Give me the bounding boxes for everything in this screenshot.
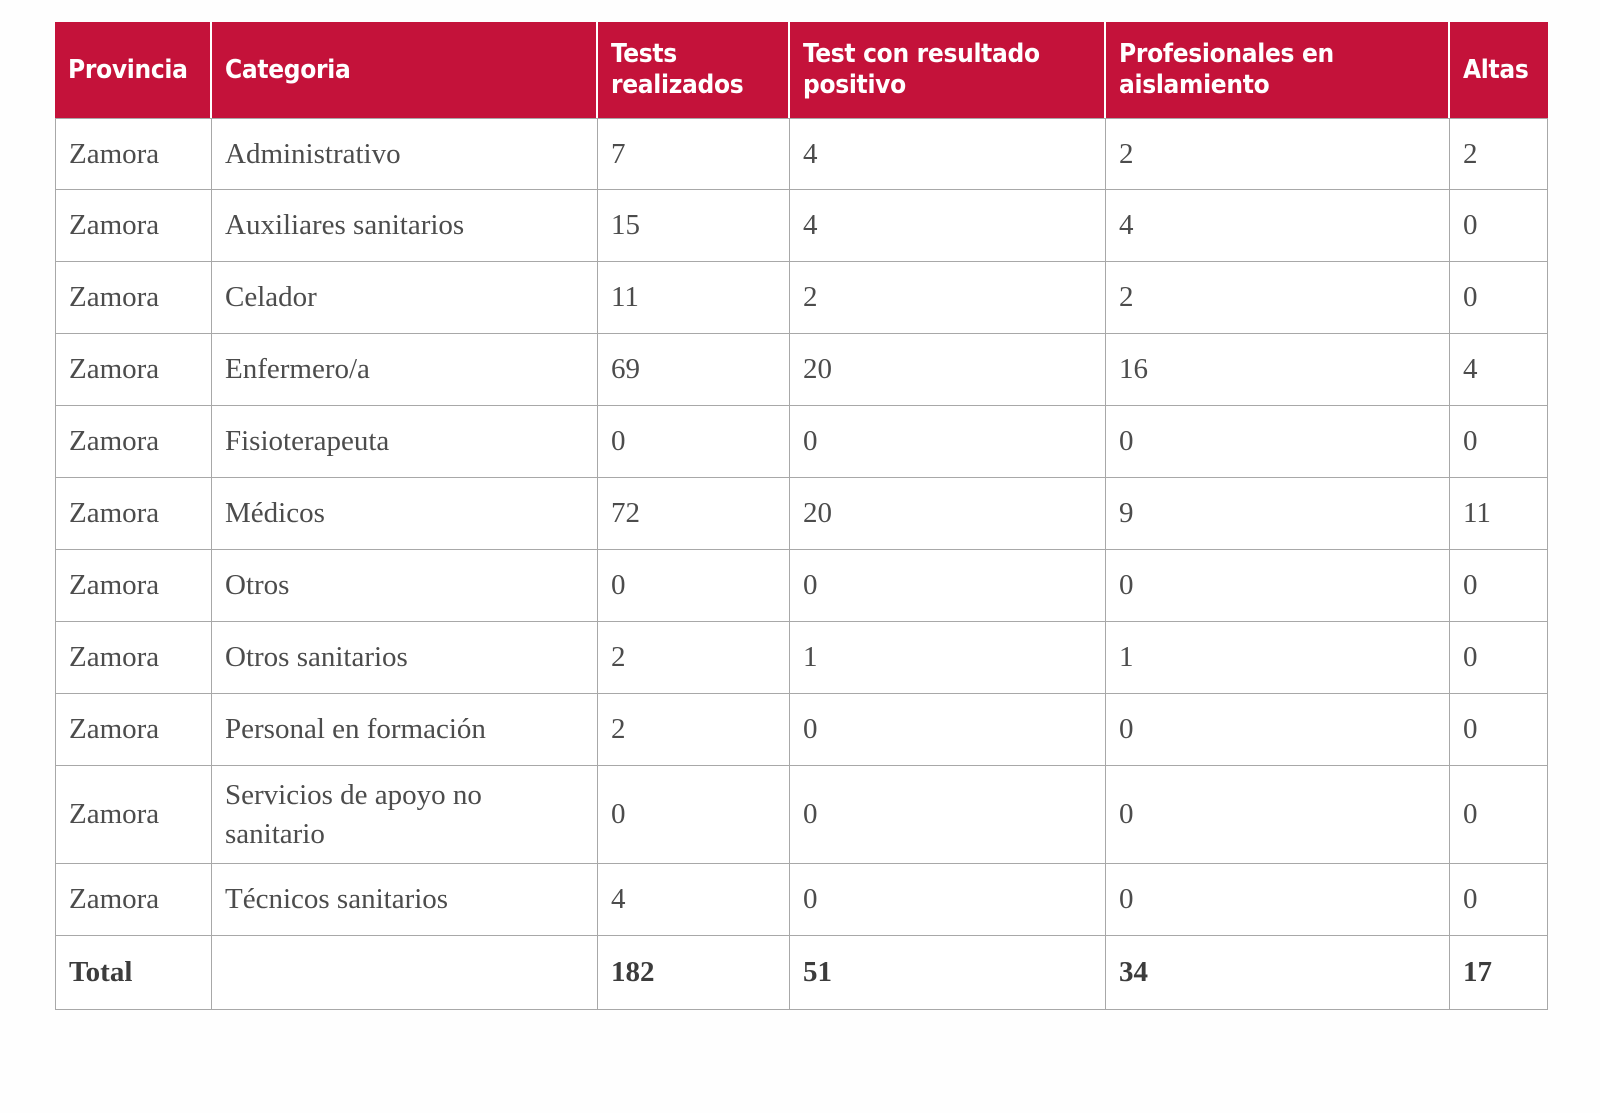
table-row	[55, 694, 1548, 766]
cell-text-profesionales_aislamiento: 0	[1119, 569, 1134, 602]
cell-text-profesionales_aislamiento: 0	[1119, 883, 1134, 916]
cell-text-profesionales_aislamiento: 0	[1119, 425, 1134, 458]
column-header-profesionales-aislamiento[interactable]: Profesionales en aislamiento	[1106, 22, 1450, 118]
cell-altas	[1450, 694, 1548, 766]
cell-profesionales_aislamiento	[1106, 694, 1450, 766]
cell-tests_realizados	[598, 262, 790, 334]
cell-text-provincia: Zamora	[69, 641, 160, 674]
cell-provincia	[55, 550, 212, 622]
cell-tests_realizados	[598, 190, 790, 262]
covid-professionals-table	[55, 22, 1548, 1010]
cell-test_positivo	[790, 694, 1106, 766]
cell-text-provincia: Zamora	[69, 281, 160, 314]
cell-provincia	[55, 478, 212, 550]
cell-provincia	[55, 118, 212, 190]
cell-profesionales_aislamiento	[1106, 118, 1450, 190]
cell-text-test_positivo: 0	[803, 883, 818, 916]
cell-provincia	[55, 262, 212, 334]
cell-text-profesionales_aislamiento: 1	[1119, 641, 1134, 674]
column-header-provincia[interactable]: Provincia	[55, 22, 212, 118]
cell-tests_realizados	[598, 478, 790, 550]
cell-profesionales_aislamiento	[1106, 622, 1450, 694]
cell-text-provincia: Zamora	[69, 798, 160, 831]
cell-text-categoria: Celador	[225, 281, 317, 314]
cell-text-profesionales_aislamiento: 0	[1119, 798, 1134, 831]
cell-categoria	[212, 118, 598, 190]
cell-provincia	[55, 190, 212, 262]
cell-text-categoria: Fisioterapeuta	[225, 425, 390, 458]
cell-profesionales_aislamiento	[1106, 766, 1450, 864]
table-row	[55, 262, 1548, 334]
cell-text-profesionales_aislamiento: 0	[1119, 713, 1134, 746]
cell-profesionales_aislamiento	[1106, 936, 1450, 1010]
cell-text-categoria: Técnicos sanitarios	[225, 883, 449, 916]
cell-text-test_positivo: 1	[803, 641, 818, 674]
cell-profesionales_aislamiento	[1106, 190, 1450, 262]
cell-text-provincia: Zamora	[69, 137, 160, 170]
table-row	[55, 864, 1548, 936]
cell-text-tests_realizados: 0	[611, 569, 626, 602]
cell-categoria	[212, 406, 598, 478]
cell-text-tests_realizados: 15	[611, 209, 640, 242]
cell-categoria	[212, 936, 598, 1010]
cell-text-categoria: Personal en formación	[225, 713, 486, 746]
cell-text-profesionales_aislamiento: 2	[1119, 281, 1134, 314]
cell-tests_realizados	[598, 622, 790, 694]
cell-provincia	[55, 766, 212, 864]
cell-text-provincia: Zamora	[69, 425, 160, 458]
cell-test_positivo	[790, 334, 1106, 406]
cell-profesionales_aislamiento	[1106, 334, 1450, 406]
cell-text-test_positivo: 51	[803, 956, 832, 989]
table-row	[55, 550, 1548, 622]
cell-profesionales_aislamiento	[1106, 262, 1450, 334]
cell-test_positivo	[790, 190, 1106, 262]
cell-test_positivo	[790, 550, 1106, 622]
cell-text-altas: 0	[1463, 798, 1478, 831]
cell-text-categoria: Administrativo	[225, 137, 401, 170]
cell-text-categoria: Otros sanitarios	[225, 641, 408, 674]
cell-tests_realizados	[598, 406, 790, 478]
cell-text-altas: 0	[1463, 425, 1478, 458]
cell-test_positivo	[790, 936, 1106, 1010]
cell-text-test_positivo: 0	[803, 713, 818, 746]
cell-text-altas: 0	[1463, 641, 1478, 674]
cell-altas	[1450, 406, 1548, 478]
cell-tests_realizados	[598, 694, 790, 766]
cell-text-altas: 4	[1463, 353, 1478, 386]
cell-altas	[1450, 262, 1548, 334]
cell-altas	[1450, 864, 1548, 936]
cell-provincia	[55, 694, 212, 766]
cell-text-profesionales_aislamiento: 34	[1119, 956, 1148, 989]
cell-categoria	[212, 766, 598, 864]
cell-text-altas: 0	[1463, 209, 1478, 242]
cell-profesionales_aislamiento	[1106, 406, 1450, 478]
table-container	[55, 22, 1548, 1010]
cell-text-provincia: Total	[69, 956, 133, 989]
cell-tests_realizados	[598, 864, 790, 936]
cell-text-profesionales_aislamiento: 2	[1119, 137, 1134, 170]
cell-text-test_positivo: 20	[803, 353, 832, 386]
table-row	[55, 622, 1548, 694]
cell-test_positivo	[790, 766, 1106, 864]
cell-text-altas: 2	[1463, 137, 1478, 170]
cell-text-tests_realizados: 11	[611, 281, 639, 314]
column-header-tests-realizados[interactable]: Tests realizados	[598, 22, 790, 118]
cell-altas	[1450, 622, 1548, 694]
cell-text-tests_realizados: 4	[611, 883, 626, 916]
cell-tests_realizados	[598, 334, 790, 406]
cell-text-categoria: Servicios de apoyo no sanitario	[225, 779, 482, 850]
cell-text-provincia: Zamora	[69, 209, 160, 242]
table-row	[55, 118, 1548, 190]
cell-test_positivo	[790, 262, 1106, 334]
table-total-row	[55, 936, 1548, 1010]
cell-provincia	[55, 622, 212, 694]
cell-text-tests_realizados: 0	[611, 798, 626, 831]
cell-provincia	[55, 334, 212, 406]
cell-tests_realizados	[598, 766, 790, 864]
table-row	[55, 406, 1548, 478]
cell-text-test_positivo: 4	[803, 209, 818, 242]
cell-text-categoria: Otros	[225, 569, 290, 602]
cell-categoria	[212, 190, 598, 262]
cell-categoria	[212, 334, 598, 406]
cell-text-test_positivo: 4	[803, 137, 818, 170]
column-header-altas[interactable]: Altas	[1450, 22, 1548, 118]
cell-categoria	[212, 622, 598, 694]
cell-text-tests_realizados: 7	[611, 137, 626, 170]
cell-profesionales_aislamiento	[1106, 478, 1450, 550]
column-header-categoria[interactable]: Categoria	[212, 22, 598, 118]
cell-text-categoria: Auxiliares sanitarios	[225, 209, 465, 242]
cell-text-categoria: Médicos	[225, 497, 325, 530]
cell-categoria	[212, 550, 598, 622]
cell-profesionales_aislamiento	[1106, 550, 1450, 622]
cell-test_positivo	[790, 478, 1106, 550]
cell-altas	[1450, 118, 1548, 190]
cell-altas	[1450, 766, 1548, 864]
cell-text-tests_realizados: 2	[611, 713, 626, 746]
cell-altas	[1450, 550, 1548, 622]
cell-text-provincia: Zamora	[69, 353, 160, 386]
table-body	[55, 118, 1548, 1010]
cell-test_positivo	[790, 406, 1106, 478]
cell-text-tests_realizados: 69	[611, 353, 640, 386]
cell-test_positivo	[790, 622, 1106, 694]
cell-text-altas: 0	[1463, 883, 1478, 916]
cell-text-tests_realizados: 2	[611, 641, 626, 674]
cell-text-provincia: Zamora	[69, 883, 160, 916]
cell-test_positivo	[790, 864, 1106, 936]
column-header-test-positivo[interactable]: Test con resultado positivo	[790, 22, 1106, 118]
cell-text-altas: 0	[1463, 713, 1478, 746]
cell-text-altas: 0	[1463, 569, 1478, 602]
cell-text-tests_realizados: 72	[611, 497, 640, 530]
cell-text-test_positivo: 0	[803, 569, 818, 602]
cell-text-altas: 0	[1463, 281, 1478, 314]
cell-text-profesionales_aislamiento: 9	[1119, 497, 1134, 530]
cell-text-test_positivo: 0	[803, 798, 818, 831]
cell-text-altas: 11	[1463, 497, 1491, 530]
cell-altas	[1450, 936, 1548, 1010]
cell-provincia	[55, 406, 212, 478]
cell-test_positivo	[790, 118, 1106, 190]
table-row	[55, 334, 1548, 406]
cell-categoria	[212, 262, 598, 334]
cell-tests_realizados	[598, 118, 790, 190]
cell-text-test_positivo: 0	[803, 425, 818, 458]
cell-provincia	[55, 864, 212, 936]
cell-categoria	[212, 694, 598, 766]
cell-text-tests_realizados: 0	[611, 425, 626, 458]
cell-text-test_positivo: 20	[803, 497, 832, 530]
cell-text-altas: 17	[1463, 956, 1492, 989]
cell-text-profesionales_aislamiento: 4	[1119, 209, 1134, 242]
cell-text-profesionales_aislamiento: 16	[1119, 353, 1148, 386]
cell-text-tests_realizados: 182	[611, 956, 655, 989]
table-row	[55, 766, 1548, 864]
cell-tests_realizados	[598, 550, 790, 622]
cell-text-provincia: Zamora	[69, 497, 160, 530]
table-row	[55, 478, 1548, 550]
cell-altas	[1450, 334, 1548, 406]
cell-provincia	[55, 936, 212, 1010]
cell-text-categoria: Enfermero/a	[225, 353, 370, 386]
cell-text-test_positivo: 2	[803, 281, 818, 314]
cell-tests_realizados	[598, 936, 790, 1010]
cell-text-provincia: Zamora	[69, 713, 160, 746]
cell-categoria	[212, 478, 598, 550]
cell-altas	[1450, 478, 1548, 550]
cell-categoria	[212, 864, 598, 936]
cell-text-provincia: Zamora	[69, 569, 160, 602]
table-header-row	[55, 22, 1548, 118]
cell-profesionales_aislamiento	[1106, 864, 1450, 936]
table-row	[55, 190, 1548, 262]
table-header	[55, 22, 1548, 118]
cell-altas	[1450, 190, 1548, 262]
